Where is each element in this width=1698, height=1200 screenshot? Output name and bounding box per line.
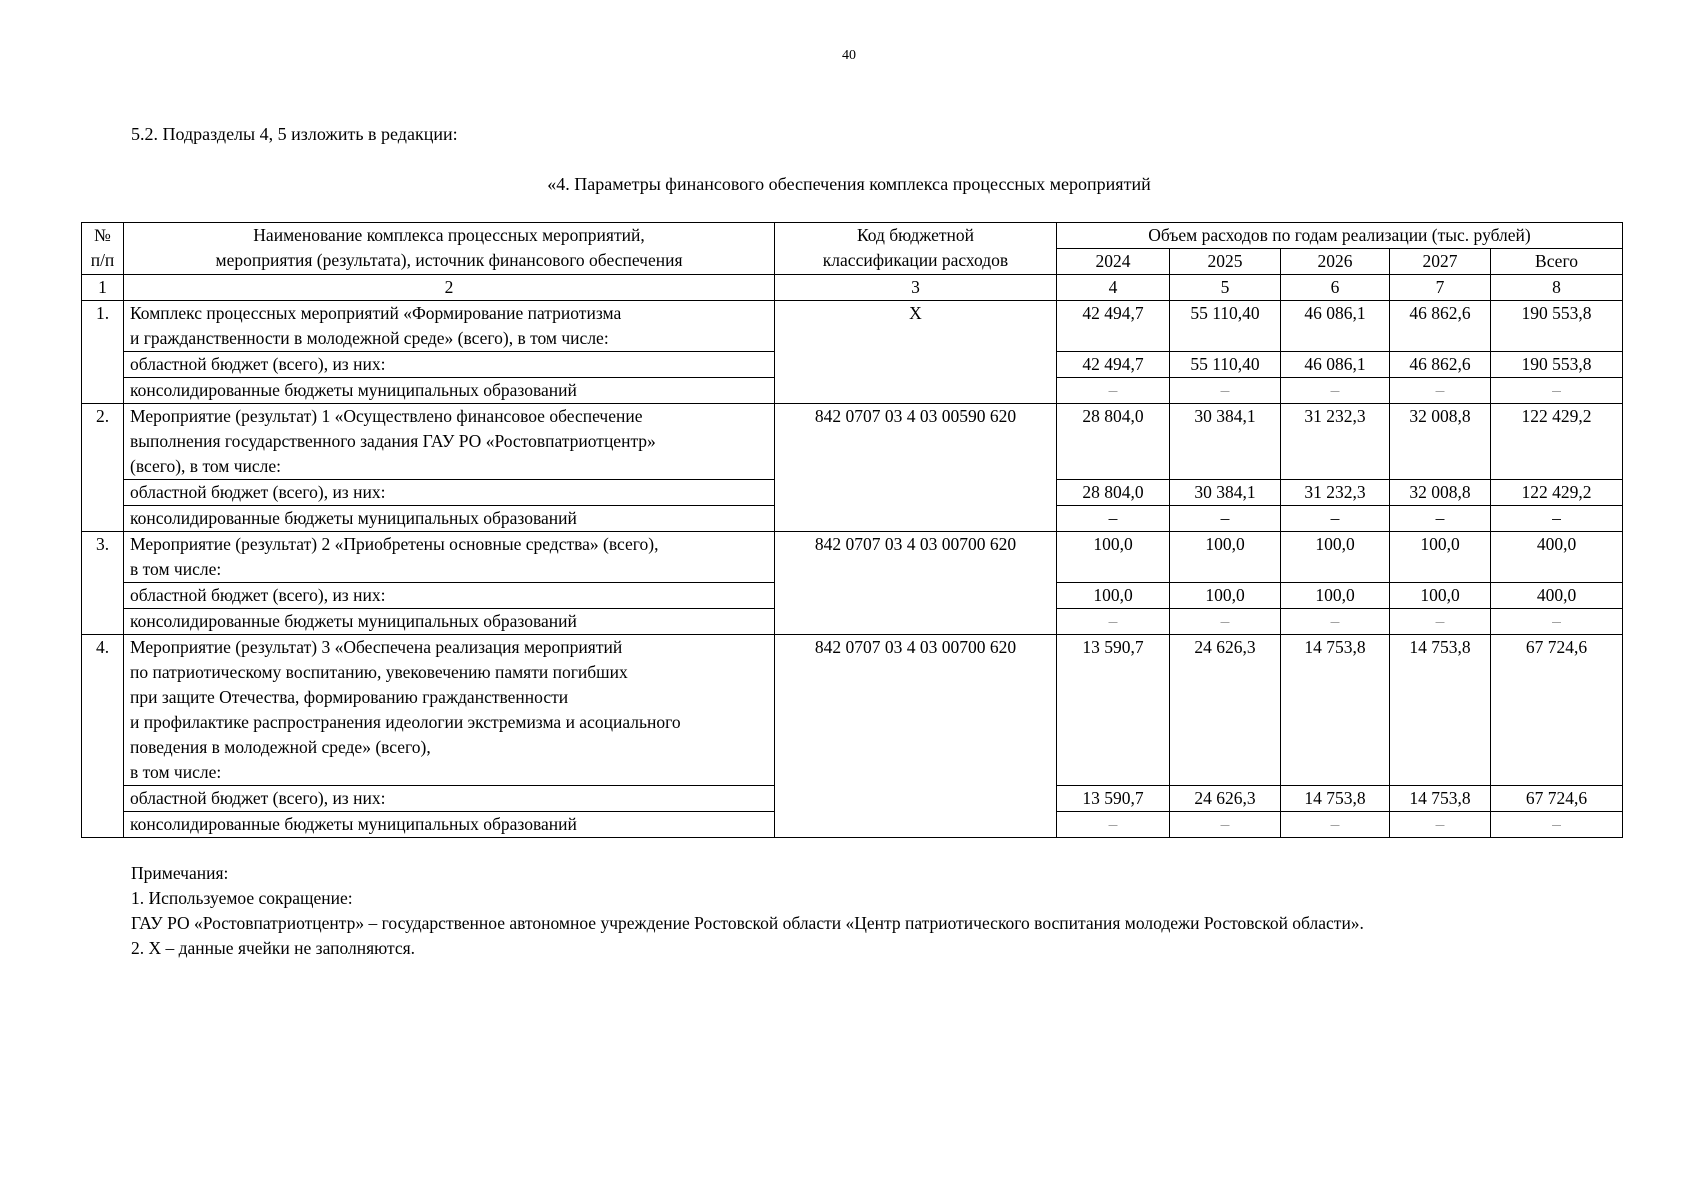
row-name: областной бюджет (всего), из них: [124, 352, 775, 378]
financing-table [81, 222, 1623, 838]
header-row-1 [82, 223, 1623, 249]
header-year: 2025 [1170, 249, 1281, 275]
row-name-line: при защите Отечества, формированию гражданственности [130, 687, 569, 707]
section-title: «4. Параметры финансового обеспечения комплекса процессных мероприятий [547, 174, 1151, 194]
note-line: 2. Х – данные ячейки не заполняются. [131, 938, 416, 958]
value-cell: 100,0 [1390, 532, 1491, 583]
value-cell: 400,0 [1491, 532, 1623, 583]
row-code: 842 0707 03 4 03 00700 620 [775, 635, 1057, 838]
value-cell: – [1057, 812, 1170, 838]
value-cell: 400,0 [1491, 583, 1623, 609]
value-cell: 14 753,8 [1281, 786, 1390, 812]
value-cell: – [1281, 378, 1390, 404]
header-name-line: мероприятия (результата), источник финансового обеспечения [215, 250, 683, 270]
note-line: ГАУ РО «Ростовпатриотцентр» – государственное автономное учреждение Ростовской области «Центр патриотического воспитания молодежи Ростовской области». [131, 913, 1364, 933]
row-number: 3. [82, 532, 124, 635]
value-cell: – [1170, 812, 1281, 838]
row-name [124, 635, 775, 786]
row-name-line: и гражданственности в молодежной среде» (всего), в том числе: [130, 328, 609, 348]
value-cell: 42 494,7 [1057, 301, 1170, 352]
row-name-line: Мероприятие (результат) 1 «Осуществлено финансовое обеспечение [130, 406, 643, 426]
index-cell: 3 [775, 275, 1057, 301]
header-year: 2026 [1281, 249, 1390, 275]
index-cell: 4 [1057, 275, 1170, 301]
value-cell: – [1390, 609, 1491, 635]
value-cell: 14 753,8 [1390, 635, 1491, 786]
page-number: 40 [842, 48, 856, 63]
row-code: 842 0707 03 4 03 00590 620 [775, 404, 1057, 532]
row-name-line: выполнения государственного задания ГАУ РО «Ростовпатриотцентр» [130, 431, 656, 451]
row-name: консолидированные бюджеты муниципальных образований [124, 609, 775, 635]
index-cell: 5 [1170, 275, 1281, 301]
value-cell: 190 553,8 [1491, 352, 1623, 378]
value-cell: – [1170, 506, 1281, 532]
value-cell: 55 110,40 [1170, 301, 1281, 352]
header-volume: Объем расходов по годам реализации (тыс. рублей) [1057, 223, 1623, 249]
row-name: консолидированные бюджеты муниципальных образований [124, 506, 775, 532]
row-name-line: в том числе: [130, 559, 222, 579]
value-cell: – [1281, 812, 1390, 838]
value-cell: – [1057, 609, 1170, 635]
row-name: областной бюджет (всего), из них: [124, 480, 775, 506]
value-cell: 28 804,0 [1057, 480, 1170, 506]
value-cell: 100,0 [1170, 583, 1281, 609]
value-cell: 14 753,8 [1390, 786, 1491, 812]
index-cell: 6 [1281, 275, 1390, 301]
header-no-line: № [94, 225, 111, 245]
value-cell: 42 494,7 [1057, 352, 1170, 378]
value-cell: 46 086,1 [1281, 301, 1390, 352]
value-cell: – [1057, 506, 1170, 532]
value-cell: – [1390, 378, 1491, 404]
value-cell: – [1491, 609, 1623, 635]
header-no [82, 223, 124, 275]
index-row [82, 275, 1623, 301]
row-name: консолидированные бюджеты муниципальных образований [124, 378, 775, 404]
value-cell: 31 232,3 [1281, 480, 1390, 506]
table-row [82, 532, 1623, 583]
table-row [82, 635, 1623, 786]
row-name-line: в том числе: [130, 762, 222, 782]
header-name [124, 223, 775, 275]
value-cell: 67 724,6 [1491, 635, 1623, 786]
header-name-line: Наименование комплекса процессных мероприятий, [253, 225, 645, 245]
value-cell: – [1170, 378, 1281, 404]
header-code [775, 223, 1057, 275]
value-cell: – [1390, 812, 1491, 838]
value-cell: – [1390, 506, 1491, 532]
row-name [124, 404, 775, 480]
value-cell: 122 429,2 [1491, 480, 1623, 506]
index-cell: 1 [82, 275, 124, 301]
row-name-line: по патриотическому воспитанию, увековечению памяти погибших [130, 662, 628, 682]
notes [131, 861, 1364, 961]
value-cell: 190 553,8 [1491, 301, 1623, 352]
header-no-line: п/п [90, 250, 115, 270]
header-code-line: классификации расходов [822, 250, 1009, 270]
value-cell: 13 590,7 [1057, 786, 1170, 812]
value-cell: 55 110,40 [1170, 352, 1281, 378]
value-cell: 30 384,1 [1170, 480, 1281, 506]
row-name-line: Мероприятие (результат) 2 «Приобретены основные средства» (всего), [130, 534, 659, 554]
index-cell: 8 [1491, 275, 1623, 301]
row-name-line: Комплекс процессных мероприятий «Формирование патриотизма [130, 303, 622, 323]
row-number: 2. [82, 404, 124, 532]
row-name: областной бюджет (всего), из них: [124, 786, 775, 812]
value-cell: 24 626,3 [1170, 786, 1281, 812]
value-cell: 46 086,1 [1281, 352, 1390, 378]
value-cell: 30 384,1 [1170, 404, 1281, 480]
index-cell: 2 [124, 275, 775, 301]
index-cell: 7 [1390, 275, 1491, 301]
value-cell: 100,0 [1281, 583, 1390, 609]
header-total: Всего [1491, 249, 1623, 275]
value-cell: – [1170, 609, 1281, 635]
value-cell: 31 232,3 [1281, 404, 1390, 480]
row-name-line: Мероприятие (результат) 3 «Обеспечена реализация мероприятий [130, 637, 623, 657]
value-cell: 67 724,6 [1491, 786, 1623, 812]
value-cell: 100,0 [1170, 532, 1281, 583]
value-cell: 13 590,7 [1057, 635, 1170, 786]
value-cell: – [1491, 812, 1623, 838]
header-year: 2024 [1057, 249, 1170, 275]
value-cell: 46 862,6 [1390, 352, 1491, 378]
note-line: 1. Используемое сокращение: [131, 888, 353, 908]
intro-text: 5.2. Подразделы 4, 5 изложить в редакции: [131, 124, 458, 144]
row-name [124, 301, 775, 352]
value-cell: 32 008,8 [1390, 404, 1491, 480]
row-number: 4. [82, 635, 124, 838]
table-row [82, 404, 1623, 480]
header-year: 2027 [1390, 249, 1491, 275]
row-name-line: (всего), в том числе: [130, 456, 282, 476]
value-cell: 100,0 [1057, 532, 1170, 583]
row-code: Х [775, 301, 1057, 404]
value-cell: 122 429,2 [1491, 404, 1623, 480]
value-cell: 24 626,3 [1170, 635, 1281, 786]
value-cell: 100,0 [1057, 583, 1170, 609]
value-cell: 100,0 [1281, 532, 1390, 583]
value-cell: – [1491, 506, 1623, 532]
row-name-line: поведения в молодежной среде» (всего), [130, 737, 431, 757]
notes-heading: Примечания: [131, 863, 229, 883]
value-cell: – [1491, 378, 1623, 404]
row-number: 1. [82, 301, 124, 404]
row-code: 842 0707 03 4 03 00700 620 [775, 532, 1057, 635]
value-cell: 46 862,6 [1390, 301, 1491, 352]
table-row [82, 301, 1623, 352]
value-cell: – [1281, 506, 1390, 532]
row-name: областной бюджет (всего), из них: [124, 583, 775, 609]
value-cell: 14 753,8 [1281, 635, 1390, 786]
header-code-line: Код бюджетной [856, 225, 975, 245]
value-cell: 100,0 [1390, 583, 1491, 609]
value-cell: – [1057, 378, 1170, 404]
row-name-line: и профилактике распространения идеологии экстремизма и асоциального [130, 712, 681, 732]
value-cell: 28 804,0 [1057, 404, 1170, 480]
row-name [124, 532, 775, 583]
value-cell: – [1281, 609, 1390, 635]
value-cell: 32 008,8 [1390, 480, 1491, 506]
row-name: консолидированные бюджеты муниципальных образований [124, 812, 775, 838]
